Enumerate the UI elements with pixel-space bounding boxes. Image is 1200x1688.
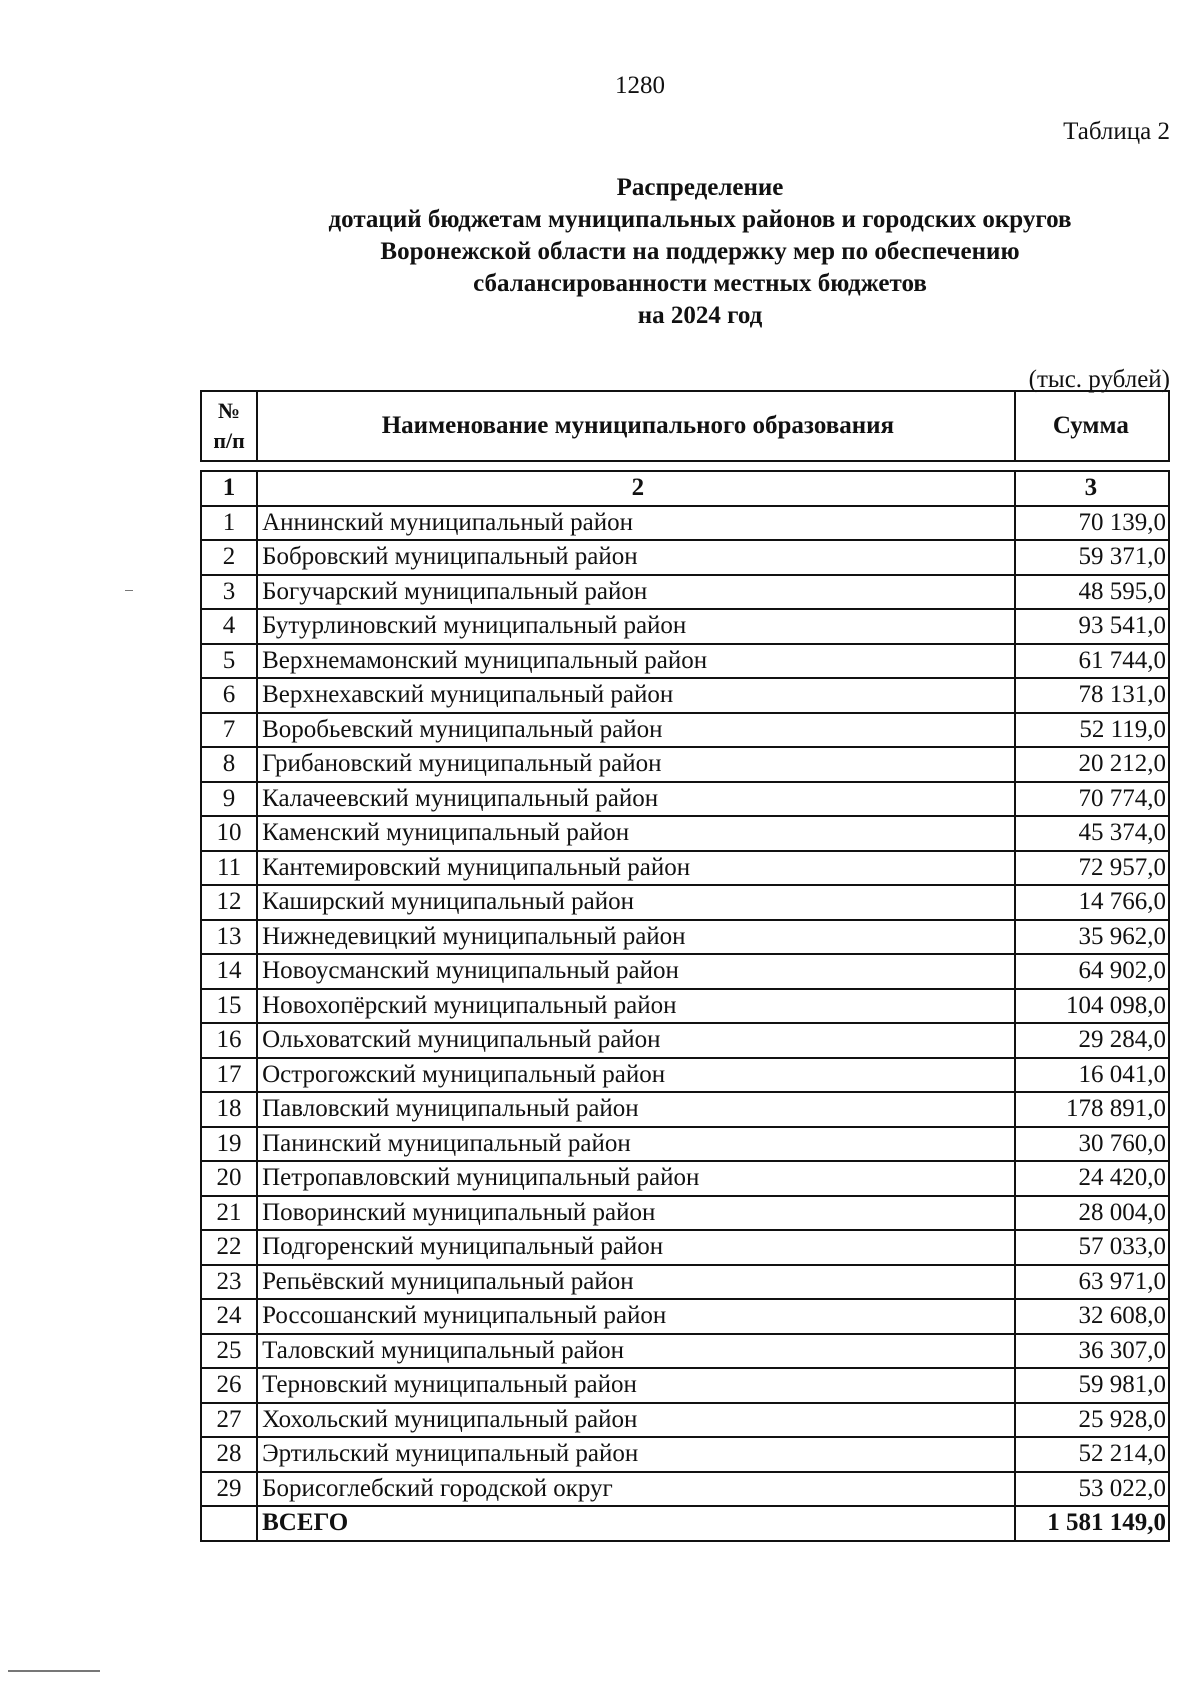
municipality-name: Верхнемамонский муниципальный район — [257, 644, 1015, 679]
table-row — [201, 1265, 1169, 1300]
amount: 24 420,0 — [1015, 1161, 1169, 1196]
table-row — [201, 1196, 1169, 1231]
amount: 61 744,0 — [1015, 644, 1169, 679]
amount: 28 004,0 — [1015, 1196, 1169, 1231]
amount: 78 131,0 — [1015, 678, 1169, 713]
row-number: 1 — [201, 506, 257, 541]
title-line: Распределение — [616, 174, 784, 201]
column-index: 2 — [257, 471, 1015, 506]
table-row — [201, 782, 1169, 817]
table-row — [201, 885, 1169, 920]
total-num — [201, 1506, 257, 1541]
row-number: 29 — [201, 1472, 257, 1507]
row-number: 26 — [201, 1368, 257, 1403]
table-row — [201, 1472, 1169, 1507]
scan-mark — [125, 590, 133, 591]
column-index: 1 — [201, 471, 257, 506]
total-label: ВСЕГО — [257, 1506, 1015, 1541]
row-number: 9 — [201, 782, 257, 817]
header-num: № п/п — [201, 391, 257, 461]
amount: 25 928,0 — [1015, 1403, 1169, 1438]
amount: 59 371,0 — [1015, 540, 1169, 575]
table-row — [201, 1230, 1169, 1265]
table-row — [201, 644, 1169, 679]
header-sum: Сумма — [1015, 391, 1169, 461]
amount: 36 307,0 — [1015, 1334, 1169, 1369]
table-row — [201, 713, 1169, 748]
amount: 30 760,0 — [1015, 1127, 1169, 1162]
amount: 48 595,0 — [1015, 575, 1169, 610]
row-number: 17 — [201, 1058, 257, 1093]
row-number: 12 — [201, 885, 257, 920]
municipality-name: Борисоглебский городской округ — [257, 1472, 1015, 1507]
table-row — [201, 575, 1169, 610]
municipality-name: Таловский муниципальный район — [257, 1334, 1015, 1369]
row-number: 20 — [201, 1161, 257, 1196]
municipality-name: Каменский муниципальный район — [257, 816, 1015, 851]
row-number: 3 — [201, 575, 257, 610]
municipality-name: Грибановский муниципальный район — [257, 747, 1015, 782]
table-row — [201, 989, 1169, 1024]
municipality-name: Каширский муниципальный район — [257, 885, 1015, 920]
municipality-name: Репьёвский муниципальный район — [257, 1265, 1015, 1300]
amount: 70 774,0 — [1015, 782, 1169, 817]
amount: 45 374,0 — [1015, 816, 1169, 851]
table-row — [201, 1058, 1169, 1093]
row-number: 28 — [201, 1437, 257, 1472]
row-number: 6 — [201, 678, 257, 713]
amount: 93 541,0 — [1015, 609, 1169, 644]
row-number: 23 — [201, 1265, 257, 1300]
document-title — [160, 172, 1200, 332]
municipality-name: Бутурлиновский муниципальный район — [257, 609, 1015, 644]
column-index: 3 — [1015, 471, 1169, 506]
municipality-name: Аннинский муниципальный район — [257, 506, 1015, 541]
row-number: 27 — [201, 1403, 257, 1438]
header-name: Наименование муниципального образования — [257, 391, 1015, 461]
amount: 14 766,0 — [1015, 885, 1169, 920]
municipality-name: Бобровский муниципальный район — [257, 540, 1015, 575]
title-line: Воронежской области на поддержку мер по обеспечению — [380, 238, 1020, 265]
table-row — [201, 1161, 1169, 1196]
amount: 63 971,0 — [1015, 1265, 1169, 1300]
column-index-row — [201, 471, 1169, 506]
municipality-name: Ольховатский муниципальный район — [257, 1023, 1015, 1058]
row-number: 19 — [201, 1127, 257, 1162]
municipality-name: Верхнехавский муниципальный район — [257, 678, 1015, 713]
row-number: 18 — [201, 1092, 257, 1127]
municipality-name: Эртильский муниципальный район — [257, 1437, 1015, 1472]
table-row — [201, 540, 1169, 575]
municipality-name: Павловский муниципальный район — [257, 1092, 1015, 1127]
municipality-name: Новоусманский муниципальный район — [257, 954, 1015, 989]
scan-mark — [8, 1670, 100, 1672]
row-number: 16 — [201, 1023, 257, 1058]
municipality-name: Воробьевский муниципальный район — [257, 713, 1015, 748]
amount: 104 098,0 — [1015, 989, 1169, 1024]
title-line: дотаций бюджетам муниципальных районов и городских округов — [328, 206, 1072, 233]
total-amount: 1 581 149,0 — [1015, 1506, 1169, 1541]
table-label: Таблица 2 — [1063, 118, 1170, 145]
municipality-name: Калачеевский муниципальный район — [257, 782, 1015, 817]
amount: 178 891,0 — [1015, 1092, 1169, 1127]
title-line: сбалансированности местных бюджетов — [473, 270, 927, 297]
municipality-name: Терновский муниципальный район — [257, 1368, 1015, 1403]
table-row — [201, 1023, 1169, 1058]
total-row — [201, 1506, 1169, 1541]
row-number: 5 — [201, 644, 257, 679]
municipality-name: Россошанский муниципальный район — [257, 1299, 1015, 1334]
municipality-name: Богучарский муниципальный район — [257, 575, 1015, 610]
municipality-name: Острогожский муниципальный район — [257, 1058, 1015, 1093]
amount: 32 608,0 — [1015, 1299, 1169, 1334]
municipality-name: Петропавловский муниципальный район — [257, 1161, 1015, 1196]
table-row — [201, 678, 1169, 713]
municipality-name: Панинский муниципальный район — [257, 1127, 1015, 1162]
row-number: 21 — [201, 1196, 257, 1231]
row-number: 13 — [201, 920, 257, 955]
table-row — [201, 609, 1169, 644]
amount: 16 041,0 — [1015, 1058, 1169, 1093]
amount: 59 981,0 — [1015, 1368, 1169, 1403]
table-row — [201, 1368, 1169, 1403]
amount: 35 962,0 — [1015, 920, 1169, 955]
amount: 29 284,0 — [1015, 1023, 1169, 1058]
row-number: 14 — [201, 954, 257, 989]
municipality-name: Новохопёрский муниципальный район — [257, 989, 1015, 1024]
table-row — [201, 851, 1169, 886]
amount: 72 957,0 — [1015, 851, 1169, 886]
row-number: 7 — [201, 713, 257, 748]
municipality-name: Кантемировский муниципальный район — [257, 851, 1015, 886]
row-number: 15 — [201, 989, 257, 1024]
table-row — [201, 1127, 1169, 1162]
table-row — [201, 1437, 1169, 1472]
table-row — [201, 747, 1169, 782]
table-row — [201, 1334, 1169, 1369]
page-number: 1280 — [615, 72, 665, 99]
row-number: 8 — [201, 747, 257, 782]
table-row — [201, 506, 1169, 541]
municipality-name: Подгоренский муниципальный район — [257, 1230, 1015, 1265]
table-row — [201, 954, 1169, 989]
row-number: 4 — [201, 609, 257, 644]
title-line: на 2024 год — [637, 302, 763, 329]
row-number: 22 — [201, 1230, 257, 1265]
row-number: 11 — [201, 851, 257, 886]
row-number: 25 — [201, 1334, 257, 1369]
municipality-name: Нижнедевицкий муниципальный район — [257, 920, 1015, 955]
amount: 53 022,0 — [1015, 1472, 1169, 1507]
amount: 64 902,0 — [1015, 954, 1169, 989]
distribution-table — [200, 470, 1170, 1542]
table-row — [201, 1299, 1169, 1334]
amount: 70 139,0 — [1015, 506, 1169, 541]
municipality-name: Хохольский муниципальный район — [257, 1403, 1015, 1438]
row-number: 24 — [201, 1299, 257, 1334]
table-header — [200, 390, 1170, 462]
table-row — [201, 816, 1169, 851]
amount: 57 033,0 — [1015, 1230, 1169, 1265]
amount: 52 214,0 — [1015, 1437, 1169, 1472]
amount: 52 119,0 — [1015, 713, 1169, 748]
table-row — [201, 1403, 1169, 1438]
table-row — [201, 1092, 1169, 1127]
units-label: (тыс. рублей) — [1028, 366, 1170, 393]
municipality-name: Поворинский муниципальный район — [257, 1196, 1015, 1231]
amount: 20 212,0 — [1015, 747, 1169, 782]
table-body — [201, 471, 1169, 1541]
table-row — [201, 920, 1169, 955]
row-number: 2 — [201, 540, 257, 575]
row-number: 10 — [201, 816, 257, 851]
